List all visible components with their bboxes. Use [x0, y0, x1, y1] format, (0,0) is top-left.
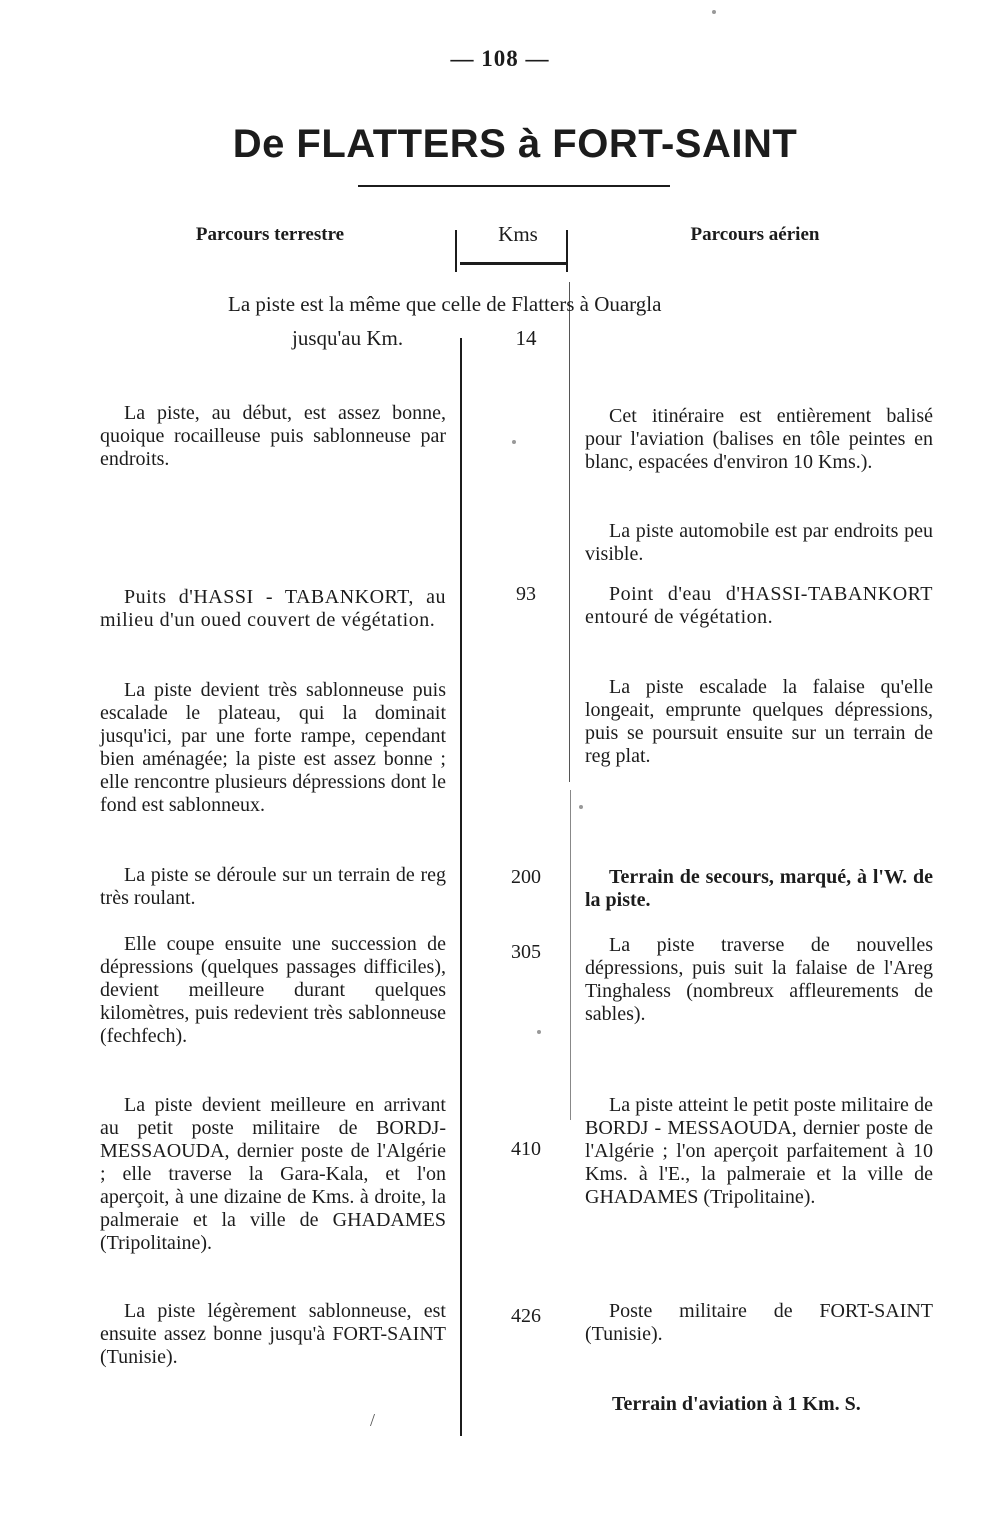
aerial-paragraph: Point d'eau d'HASSI-TABANKORT entouré de végétation. — [585, 583, 933, 628]
print-speck — [712, 10, 716, 14]
aerial-paragraph: Cet itinéraire est entièrement balisé pour l'aviation (balises en tôle peintes en blanc, espacées d'environ 10 Kms.). — [585, 405, 933, 473]
print-mark: / — [370, 1410, 376, 1430]
terrestrial-paragraph: La piste légèrement sablonneuse, est ensuite assez bonne jusqu'à FORT-SAINT (Tunisie). — [100, 1300, 446, 1368]
header-kms: Kms — [498, 222, 538, 246]
aerial-paragraph: Poste militaire de FORT-SAINT (Tunisie). — [585, 1300, 933, 1345]
page-title: De FLATTERS à FORT-SAINT — [232, 122, 798, 166]
aerial-paragraph: La piste atteint le petit poste militaire de BORDJ - MESSAOUDA, dernier poste de l'Algérie ; l'on aperçoit parfaitement à 10 Kms. à l'E., la palmeraie et la ville de GHADAMES (Tripolitaine). — [585, 1094, 933, 1208]
km-value: 93 — [516, 583, 536, 605]
aerial-paragraph: La piste automobile est par endroits peu visible. — [585, 520, 933, 565]
page-number: — 108 — — [450, 46, 550, 71]
km-value: 200 — [511, 866, 541, 888]
column-divider — [569, 282, 570, 782]
terrestrial-paragraph: La piste devient très sablonneuse puis escalade le plateau, qui la dominait jusqu'ici, par une forte rampe, cependant bien aménagée; la piste est assez bonne ; elle rencontre plusieurs dépressions dont le fond est sablonneux. — [100, 679, 446, 816]
terrestrial-paragraph: La piste, au début, est assez bonne, quoique rocailleuse puis sablonneuse par endroits. — [100, 402, 446, 470]
print-speck — [579, 805, 583, 809]
aerial-paragraph: Terrain de secours, marqué, à l'W. de la piste. — [585, 866, 933, 911]
kms-header-underline — [460, 262, 568, 265]
terrestrial-paragraph: Elle coupe ensuite une succession de dépressions (quelques passages difficiles), devient meilleure durant quelques kilomètres, puis redevient très sablonneuse (fechfech). — [100, 933, 446, 1047]
print-speck — [512, 440, 516, 444]
header-terrestrial: Parcours terrestre — [195, 224, 345, 245]
title-underline — [358, 185, 670, 187]
intro-line: La piste est la même que celle de Flatters à Ouargla — [228, 292, 662, 316]
terrestrial-paragraph: La piste se déroule sur un terrain de reg très roulant. — [100, 864, 446, 909]
column-divider — [455, 230, 457, 272]
column-divider — [460, 338, 462, 1436]
intro-line-2: jusqu'au Km. — [292, 326, 404, 350]
terrestrial-paragraph: La piste devient meilleure en arrivant au petit poste militaire de BORDJ-MESSAOUDA, dernier poste de l'Algérie ; elle traverse la Gara-Kala, et l'on aperçoit, à une dizaine de Kms. à droite, la palmeraie et la ville de GHADAMES (Tripolitaine). — [100, 1094, 446, 1254]
airfield-note: Terrain d'aviation à 1 Km. S. — [612, 1393, 861, 1415]
km-value: 410 — [511, 1138, 541, 1160]
aerial-paragraph: La piste traverse de nouvelles dépressions, puis suit la falaise de l'Areg Tinghaless (nombreux affleurements de sables). — [585, 934, 933, 1025]
aerial-paragraph: La piste escalade la falaise qu'elle longeait, emprunte quelques dépressions, puis se poursuit ensuite sur un terrain de reg plat. — [585, 676, 933, 767]
km-value: 14 — [515, 326, 537, 350]
header-aerial: Parcours aérien — [690, 224, 820, 245]
column-divider — [566, 230, 568, 272]
terrestrial-paragraph: Puits d'HASSI - TABANKORT, au milieu d'un oued couvert de végétation. — [100, 586, 446, 631]
print-speck — [537, 1030, 541, 1034]
km-value: 426 — [511, 1305, 541, 1327]
km-value: 305 — [511, 941, 541, 963]
